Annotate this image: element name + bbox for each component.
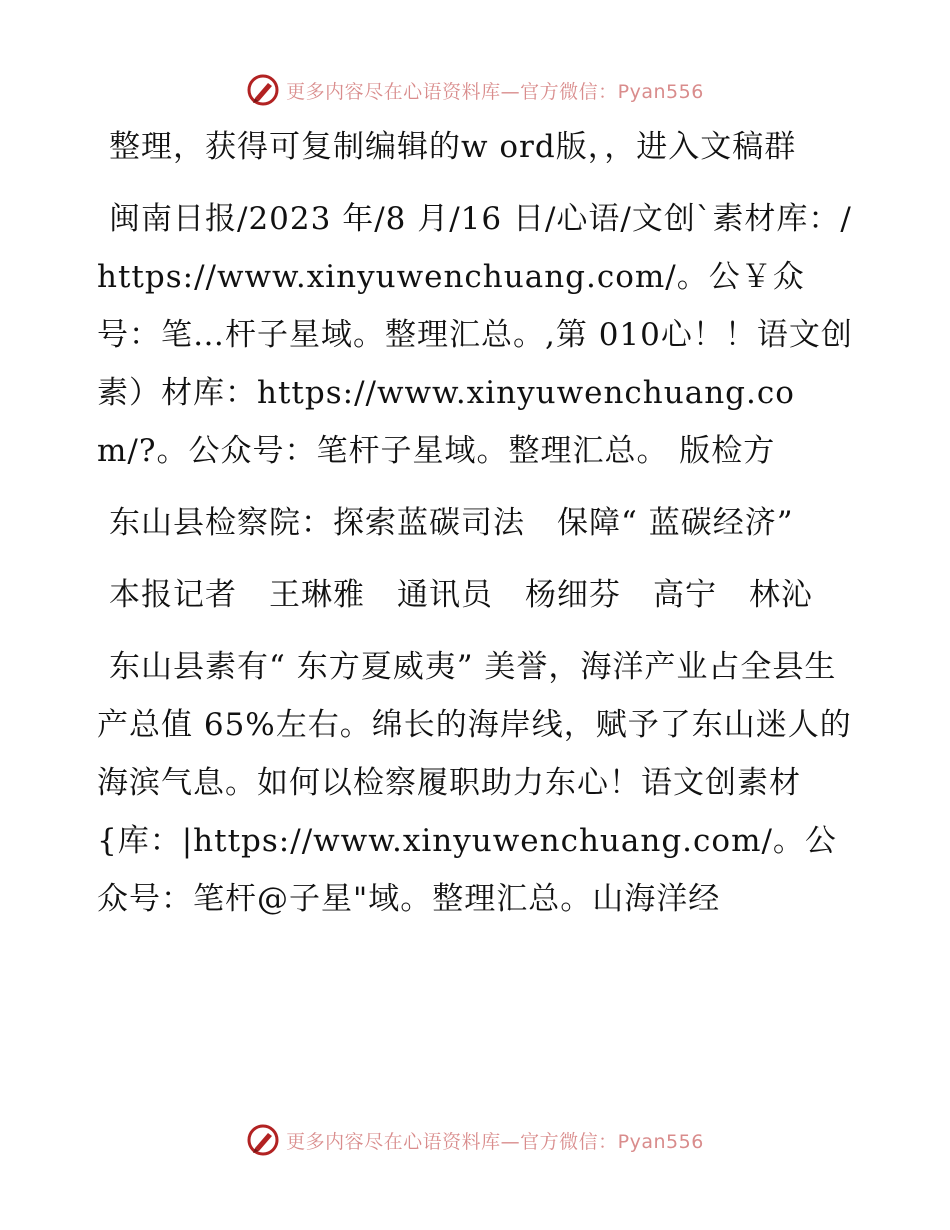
paragraph xyxy=(97,638,853,928)
header-banner xyxy=(0,70,950,110)
paragraph-text: 闽南日报/2023 年/8 月/16 日/心语/文创`素材库：/https://www.xinyuwenchuang.com/。公￥众号：笔…杆子星域。整理汇总。,第 010心！！语文创素）材库：https://www.xinyuwenchuang.com/?。公众号：笔杆子星域。整理汇总。 版检方 xyxy=(97,201,853,469)
footer-banner-text: 更多内容尽在心语资料库—官方微信：Pyan556 xyxy=(286,1130,704,1153)
paragraph xyxy=(97,118,853,176)
document-body xyxy=(97,118,853,942)
paragraph-text: 本报记者 王琳雅 通讯员 杨细芬 高宁 林沁 xyxy=(109,577,813,613)
paragraph xyxy=(97,494,853,552)
paragraph xyxy=(97,190,853,480)
pen-logo-icon xyxy=(246,1123,280,1157)
paragraph xyxy=(97,566,853,624)
paragraph-text: 整理，获得可复制编辑的w ord版，，进入文稿群 xyxy=(109,129,797,165)
footer-banner xyxy=(0,1120,950,1160)
paragraph-text: 东山县素有“ 东方夏威夷” 美誉，海洋产业占全县生产总值 65%左右。绵长的海岸线，赋予了东山迷人的海滨气息。如何以检察履职助力东心！语文创素材{库：|https://www.xinyuwenchuang.com/。公众号：笔杆@子星"域。整理汇总。山海洋经 xyxy=(97,649,852,917)
pen-logo-icon xyxy=(246,73,280,107)
paragraph-text: 东山县检察院：探索蓝碳司法 保障“ 蓝碳经济” xyxy=(109,505,794,541)
header-banner-text: 更多内容尽在心语资料库—官方微信：Pyan556 xyxy=(286,80,704,103)
